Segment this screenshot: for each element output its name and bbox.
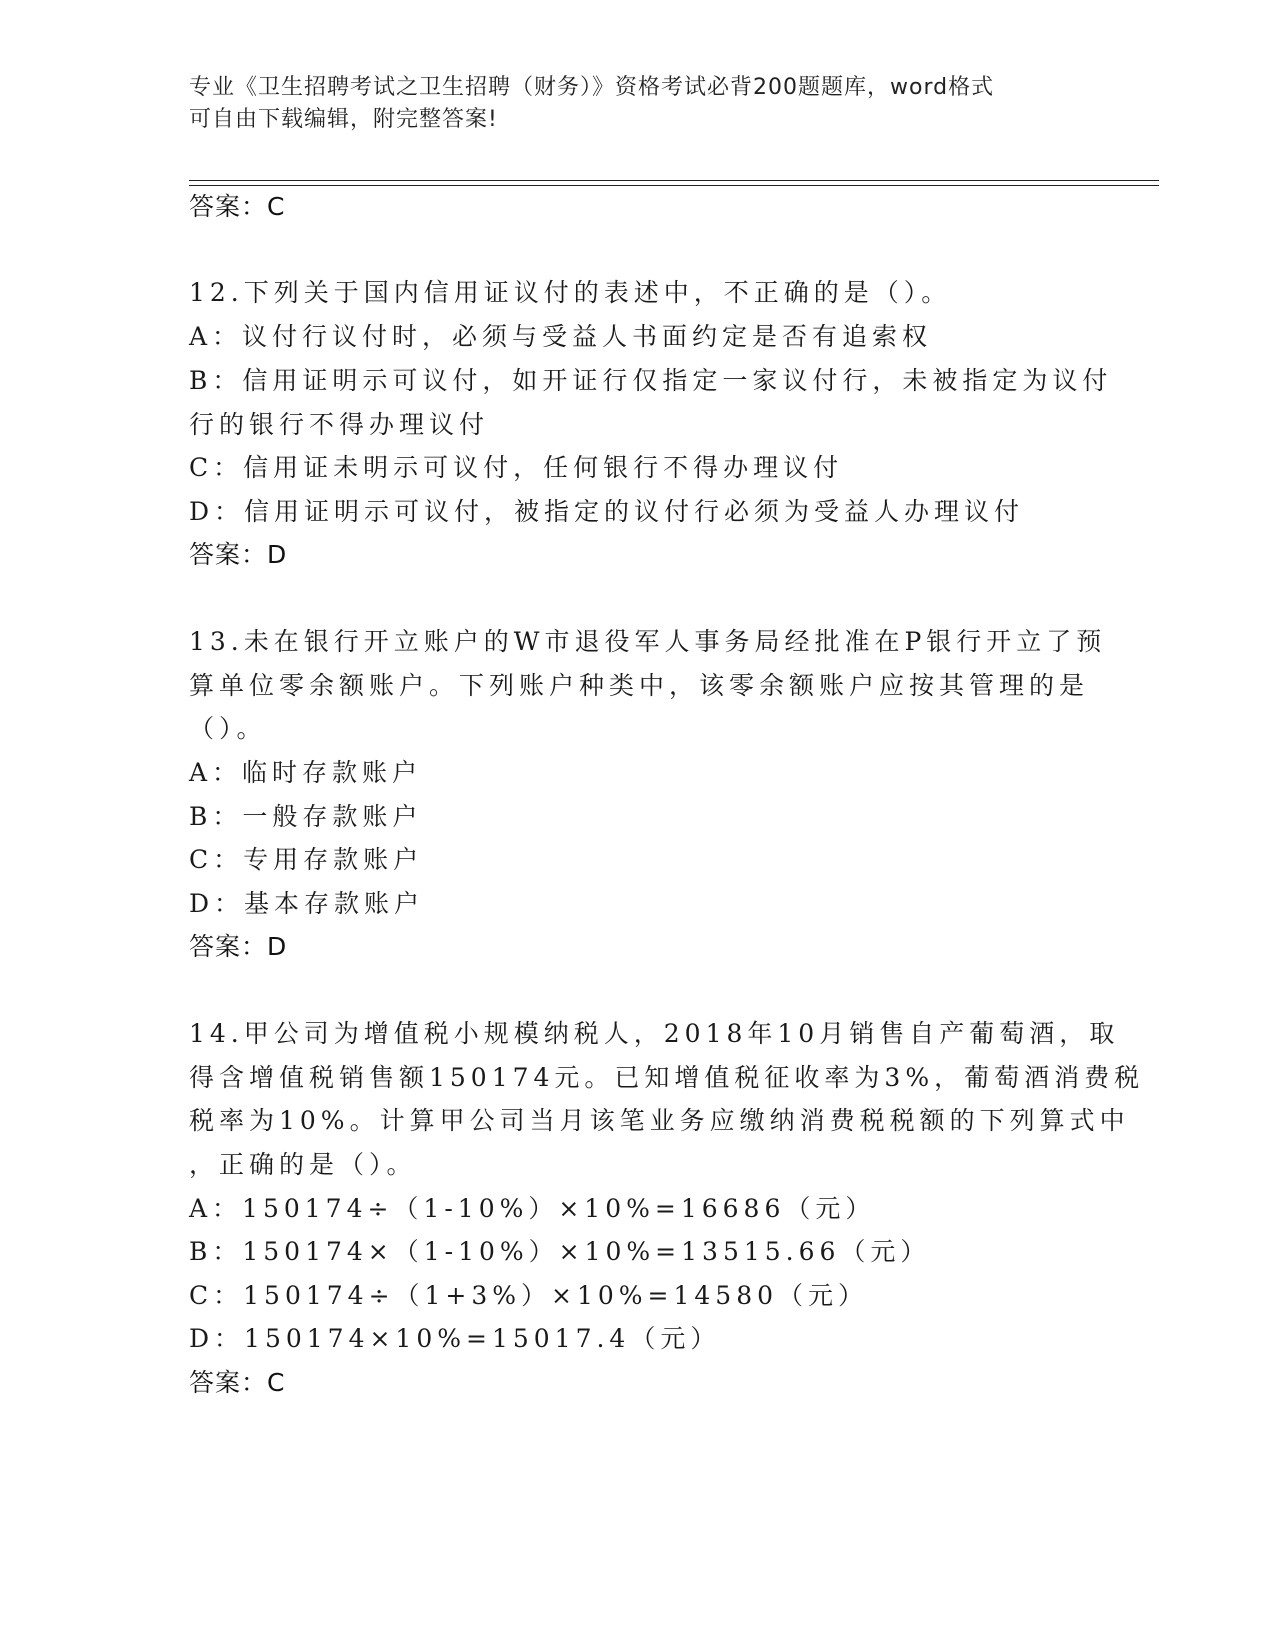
q12-question: 12.下列关于国内信用证议付的表述中，不正确的是（）。 xyxy=(189,278,952,307)
previous-answer: 答案：C xyxy=(189,192,286,221)
header-divider-bottom xyxy=(189,185,1159,186)
q13-question-line-3: （）。 xyxy=(189,714,267,743)
header-line-1: 专业《卫生招聘考试之卫生招聘（财务）》资格考试必背200题题库，word格式 xyxy=(189,75,995,100)
q14-option-a: A：150174÷（1-10%）×10%=16686（元） xyxy=(189,1194,876,1223)
header-line-2: 可自由下载编辑，附完整答案! xyxy=(189,107,498,132)
q13-option-b: B：一般存款账户 xyxy=(189,802,423,831)
q13-question-line-1: 13.未在银行开立账户的W市退役军人事务局经批准在P银行开立了预 xyxy=(189,627,1107,656)
q13-option-d: D：基本存款账户 xyxy=(189,889,425,918)
q13-answer: 答案：D xyxy=(189,932,288,961)
q13-question-line-2: 算单位零余额账户。下列账户种类中，该零余额账户应按其管理的是 xyxy=(189,671,1090,700)
q12-option-b-line-1: B：信用证明示可议付，如开证行仅指定一家议付行，未被指定为议付 xyxy=(189,366,1113,395)
q14-question-line-1: 14.甲公司为增值税小规模纳税人，2018年10月销售自产葡萄酒，取 xyxy=(189,1019,1120,1048)
document-header xyxy=(189,72,1089,136)
q14-option-d: D：150174×10%=15017.4（元） xyxy=(189,1324,721,1353)
q14-option-b: B：150174×（1-10%）×10%=13515.66（元） xyxy=(189,1237,931,1266)
q13-option-c: C：专用存款账户 xyxy=(189,845,424,874)
q14-answer: 答案：C xyxy=(189,1368,286,1397)
q13-option-a: A：临时存款账户 xyxy=(189,758,423,787)
q12-answer: 答案：D xyxy=(189,540,288,569)
q12-option-b-line-2: 行的银行不得办理议付 xyxy=(189,410,490,439)
q14-question-line-2: 得含增值税销售额150174元。已知增值税征收率为3%，葡萄酒消费税 xyxy=(189,1063,1145,1092)
q14-question-line-3: 税率为10%。计算甲公司当月该笔业务应缴纳消费税税额的下列算式中 xyxy=(189,1106,1130,1135)
q12-option-d: D：信用证明示可议付，被指定的议付行必须为受益人办理议付 xyxy=(189,497,1025,526)
q14-option-c: C：150174÷（1+3%）×10%=14580（元） xyxy=(189,1281,869,1310)
q12-option-c: C：信用证未明示可议付，任何银行不得办理议付 xyxy=(189,453,844,482)
header-divider-top xyxy=(189,180,1159,181)
q12-option-a: A：议付行议付时，必须与受益人书面约定是否有追索权 xyxy=(189,322,933,351)
q14-question-line-4: ，正确的是（）。 xyxy=(189,1150,417,1179)
